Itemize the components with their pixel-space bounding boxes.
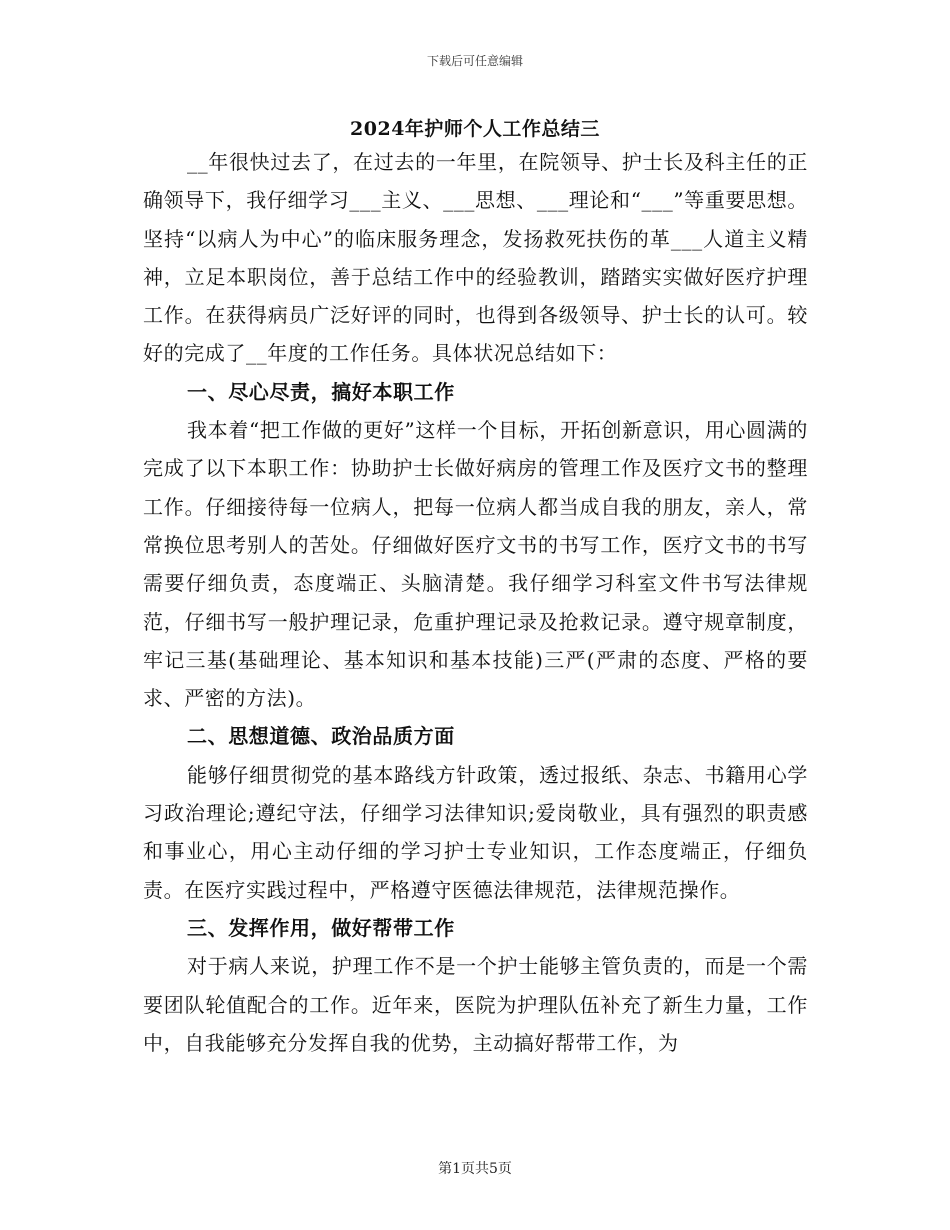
document-title: 2024年护师个人工作总结三: [350, 118, 600, 140]
paragraph-section-1: 我本着“把工作做的更好”这样一个目标，开拓创新意识，用心圆满的完成了以下本职工作：协助护士长做好病房的管理工作及医疗文书的整理工作。仔细接待每一位病人，把每一位病人都当成自我的朋友，亲人，常常换位思考别人的苦处。仔细做好医疗文书的书写工作，医疗文书的书写需要仔细负责，态度端正、头脑清楚。我仔细学习科室文件书写法律规范，仔细书写一般护理记录，危重护理记录及抢救记录。遵守规章制度，牢记三基(基础理论、基本知识和基本技能)三严(严肃的态度、严格的要求、严密的方法)。: [143, 418, 808, 711]
section-heading-1: 一、尽心尽责，搞好本职工作: [187, 379, 455, 404]
paragraph-section-3: 对于病人来说，护理工作不是一个护士能够主管负责的，而是一个需要团队轮值配合的工作。近年来，医院为护理队伍补充了新生力量，工作中，自我能够充分发挥自我的优势，主动搞好帮带工作，为: [143, 954, 808, 1055]
document-body: [143, 143, 808, 1062]
section-heading-2: 二、思想道德、政治品质方面: [187, 724, 455, 749]
paragraph-intro: __年很快过去了，在过去的一年里，在院领导、护士长及科主任的正确领导下，我仔细学习___主义、___思想、___理论和“___”等重要思想。坚持“以病人为中心”的临床服务理念，发扬救死扶伤的革___人道主义精神，立足本职岗位，善于总结工作中的经验教训，踏踏实实做好医疗护理工作。在获得病员广泛好评的同时，也得到各级领导、护士长的认可。较好的完成了__年度的工作任务。具体状况总结如下：: [143, 150, 808, 366]
page-header: 下载后可任意编辑: [426, 54, 523, 68]
page-footer: 第1页共5页: [438, 1161, 512, 1177]
section-heading-3: 三、发挥作用，做好帮带工作: [187, 915, 455, 940]
paragraph-section-2: 能够仔细贯彻党的基本路线方针政策，透过报纸、杂志、书籍用心学习政治理论;遵纪守法，仔细学习法律知识;爱岗敬业，具有强烈的职责感和事业心，用心主动仔细的学习护士专业知识，工作态度端正，仔细负责。在医疗实践过程中，严格遵守医德法律规范，法律规范操作。: [143, 762, 808, 902]
